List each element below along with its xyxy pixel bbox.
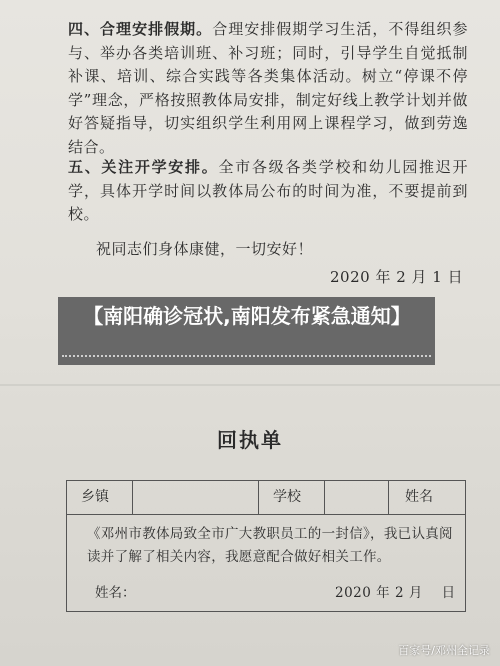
- receipt-table: [66, 480, 466, 612]
- paragraph-5-heading: 五、关注开学安排。: [68, 158, 219, 176]
- signature-date: 2020 年 2 月 日: [335, 585, 456, 601]
- notice-date: 2020 年 2 月 1 日: [330, 268, 464, 286]
- signature-name-label: 姓名：: [95, 585, 136, 601]
- township-value-cell: [133, 481, 259, 514]
- headline-title: 【南阳确诊冠状,南阳发布紧急通知】: [83, 304, 411, 328]
- school-label: 学校: [259, 481, 325, 514]
- township-label: 乡镇: [67, 481, 133, 514]
- closing-wish: 祝同志们身体康健，一切安好！: [96, 240, 314, 258]
- paragraph-5-body: 全市各级各类学校和幼儿园推迟开学，具体开学时间以教体局公布的时间为准，不要提前到校。: [68, 158, 468, 223]
- banner-dotted-divider: [62, 355, 431, 357]
- notice-paragraph-4: [68, 18, 468, 159]
- receipt-title: 回执单: [217, 428, 283, 452]
- paragraph-4-heading: 四、合理安排假期。: [68, 20, 213, 38]
- school-value-cell: [325, 481, 389, 514]
- paragraph-4-body: 合理安排假期学习生活，不得组织参与、举办各类培训班、补习班；同时，引导学生自觉抵制补课、培训、综合实践等各类集体活动。树立“停课不停学”理念，严格按照教体局安排，制定好线上教学计划并做好答疑指导，切实组织学生利用网上课程学习，做到劳逸结合。: [68, 20, 468, 156]
- receipt-statement: 《邓州市教体局致全市广大教职员工的一封信》，我已认真阅读并了解了相关内容，我愿意配合做好相关工作。: [87, 526, 453, 565]
- receipt-header-row: [67, 481, 465, 515]
- source-watermark: 百家号/邓州全记录: [398, 644, 490, 657]
- paper-fold-line: [0, 384, 500, 386]
- headline-banner: [58, 297, 435, 365]
- name-label: 姓名: [405, 489, 433, 505]
- notice-paragraph-5: [68, 156, 468, 227]
